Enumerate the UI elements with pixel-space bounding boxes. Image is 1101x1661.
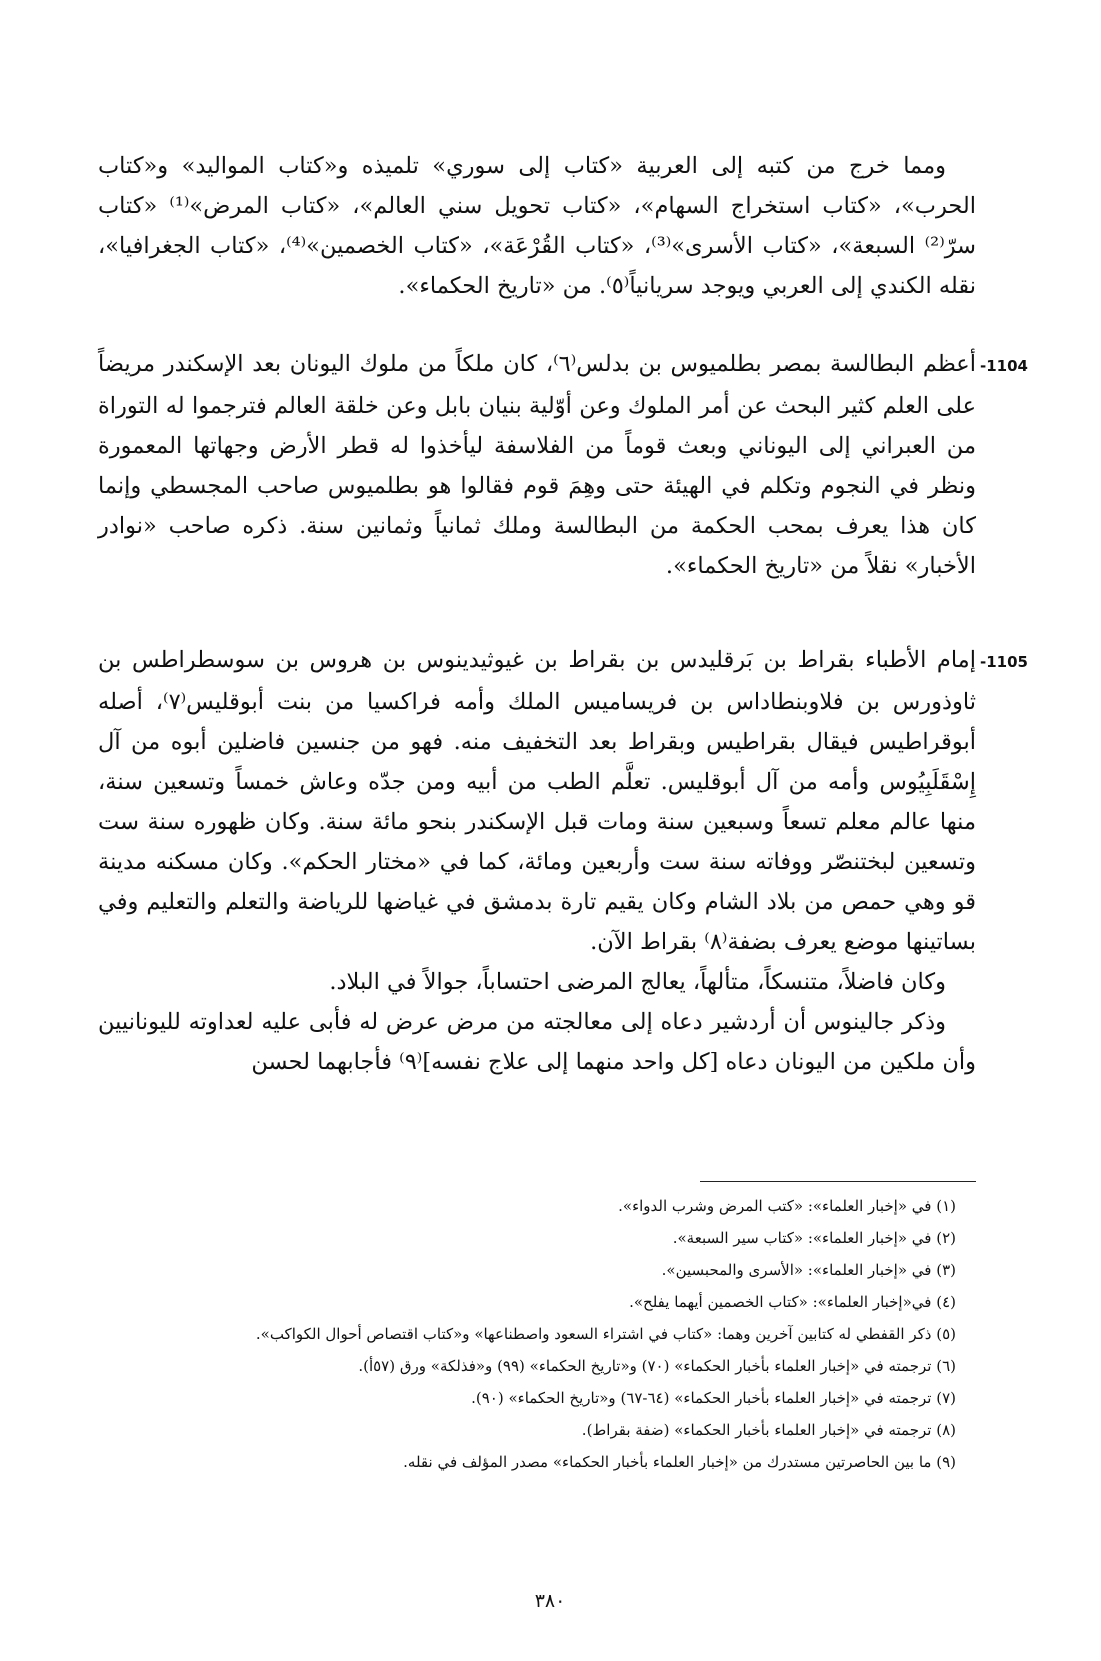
entry-text: إمام الأطباء بقراط بن بَرقليدس بن بقراط بن غيوثيدينوس بن هروس بن سوسطراطس بن ثاوذورس بن فلاوبنطاداس بن فريساميس الملك وأمه فراكسيا من بنت أبوقليس⁽٧⁾، أصله أبوقراطيس فيقال بقراطيس وبقراط بعد التخفيف منه. فهو من جنسين فاضلين أبوه من آل إِسْقَلَبِيُوس وأمه من آل أبوقليس. تعلَّم الطب من أبيه ومن جدّه وعاش خمساً وتسعين سنة، منها عالم معلم تسعاً وسبعين سنة ومات قبل الإسكندر بنحو مائة سنة. وكان ظهوره سنة ست وتسعين لبختنصّر ووفاته سنة ست وأربعين ومائة، كما في «مختار الحكم». وكان مسكنه مدينة قو وهي حمص من بلاد الشام وكان يقيم تارة بدمشق في غياضها للرياضة والتعلم والتعليم وفي بساتينها موضع يعرف بضفة⁽٨⁾ بقراط الآن.: [98, 647, 976, 955]
entry-paragraph: [98, 640, 1028, 962]
paragraph-text: وذكر جالينوس أن أردشير دعاه إلى معالجته من مرض عرض له فأبى عليه لعداوته لليونانيين وأن ملكين من اليونان دعاه [كل واحد منهما إلى علاج نفسه]⁽٩⁾ فأجابهما لحسن: [98, 1009, 976, 1075]
footnote-divider: [700, 1181, 976, 1182]
entry-number: 1104-: [980, 357, 1028, 375]
footnote-7: (٧) ترجمته في «إخبار العلماء بأخبار الحكماء» (٦٤-٦٧) و«تاريخ الحكماء» (٩٠).: [471, 1389, 956, 1407]
paragraph-text: ومما خرج من كتبه إلى العربية «كتاب إلى سوري» تلميذه و«كتاب المواليد» و«كتاب الحرب»، «كتاب استخراج السهام»، «كتاب تحويل سني العالم»، «كتاب المرض»⁽¹⁾ «كتاب سرّ⁽²⁾ السبعة»، «كتاب الأسرى»⁽³⁾، «كتاب القُرْعَة»، «كتاب الخصمين»⁽⁴⁾، «كتاب الجغرافيا»، نقله الكندي إلى العربي ويوجد سريانياً⁽٥⁾. من «تاريخ الحكماء».: [98, 153, 977, 299]
footnote-2: (٢) في «إخبار العلماء»: «كتاب سير السبعة».: [672, 1229, 956, 1247]
entry-paragraph: [98, 344, 1028, 586]
paragraph-books-list: [98, 146, 976, 306]
entry-text: أعظم البطالسة بمصر بطلميوس بن بدلس⁽٦⁾، كان ملكاً من ملوك اليونان بعد الإسكندر مريضاً على العلم كثير البحث عن أمر الملوك وعن أوّلية بنيان بابل وعن خلقة العالم فترجموا له التوراة من العبراني إلى اليوناني وبعث قوماً من الفلاسفة ليأخذوا له قطر الأرض وجهاتها المعمورة ونظر في النجوم وتكلم في الهيئة حتى وهِمَ قوم فقالوا هو بطلميوس صاحب المجسطي وإنما كان هذا يعرف بمحب الحكمة من البطالسة وملك ثمانياً وثمانين سنة. ذكره صاحب «نوادر الأخبار» نقلاً من «تاريخ الحكماء».: [98, 351, 976, 579]
paragraph-text: وكان فاضلاً، متنسكاً، متألهاً، يعالج المرضى احتساباً، جوالاً في البلاد.: [329, 969, 946, 995]
footnotes: [120, 1190, 956, 1478]
footnote-5: (٥) ذكر القفطي له كتابين آخرين وهما: «كتاب في اشتراء السعود واصطناعها» و«كتاب اقتصاص أحوال الكواكب».: [255, 1325, 956, 1343]
footnote-8: (٨) ترجمته في «إخبار العلماء بأخبار الحكماء» (ضفة بقراط).: [581, 1421, 956, 1439]
entry-1104: [98, 344, 1028, 586]
entry-number: 1105-: [980, 653, 1028, 671]
footnote-1: (١) في «إخبار العلماء»: «كتب المرض وشرب الدواء».: [618, 1197, 956, 1215]
footnote-3: (٣) في «إخبار العلماء»: «الأسرى والمحبسين».: [661, 1261, 956, 1279]
entry-1105: [98, 640, 1028, 1082]
footnote-4: (٤) في«إخبار العلماء»: «كتاب الخصمين أيهما يفلح».: [629, 1293, 956, 1311]
footnote-9: (٩) ما بين الحاصرتين مستدرك من «إخبار العلماء بأخبار الحكماء» مصدر المؤلف في نقله.: [403, 1453, 956, 1471]
footnote-6: (٦) ترجمته في «إخبار العلماء بأخبار الحكماء» (٧٠) و«تاريخ الحكماء» (٩٩) و«فذلكة» ورق (٥٧أ).: [358, 1357, 956, 1375]
page-number: ٣٨٠: [534, 1590, 566, 1612]
